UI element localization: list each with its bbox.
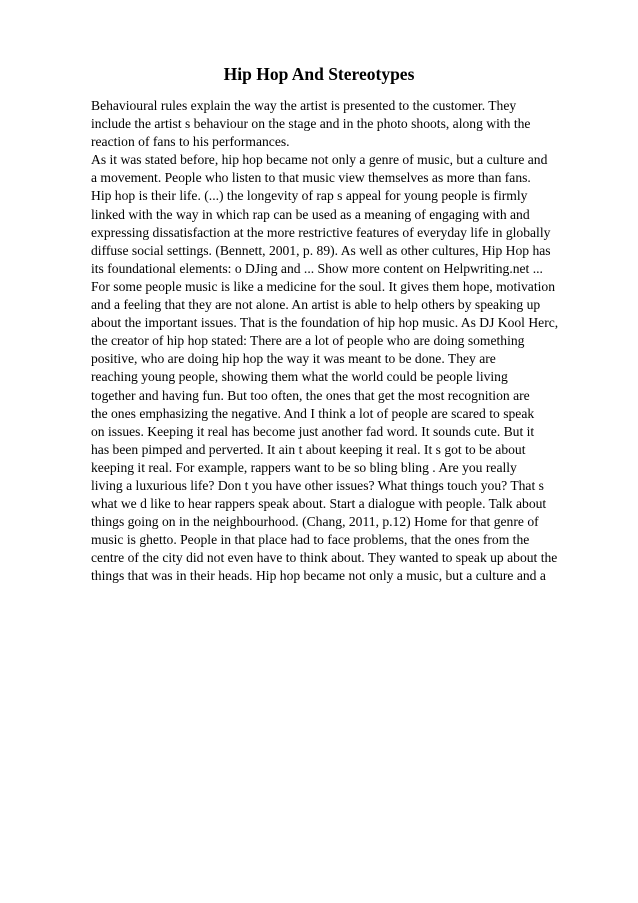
text-line: keeping it real. For example, rappers want to be so bling bling . Are you really: [91, 459, 517, 475]
text-line: the ones emphasizing the negative. And I think a lot of people are scared to speak: [91, 405, 535, 421]
text-line: music is ghetto. People in that place had to face problems, that the ones from the: [91, 532, 530, 548]
text-line: Hip hop is their life. (...) the longevity of rap s appeal for young people is firmly: [91, 188, 528, 204]
text-line: reaction of fans to his performances.: [91, 134, 290, 150]
text-line: its foundational elements: o DJing and ... Show more content on Helpwriting.net ...: [91, 260, 543, 276]
text-line: a movement. People who listen to that music view themselves as more than fans.: [91, 170, 531, 186]
text-line: living a luxurious life? Don t you have other issues? What things touch you? That s: [91, 477, 544, 493]
text-line: Behavioural rules explain the way the artist is presented to the customer. They: [91, 98, 517, 113]
text-line: diffuse social settings. (Bennett, 2001, p. 89). As well as other cultures, Hip Hop has: [91, 242, 551, 258]
text-line: reaching young people, showing them what the world could be people living: [91, 369, 508, 385]
text-line: positive, who are doing hip hop the way it was meant to be done. They are: [91, 351, 496, 367]
text-line: For some people music is like a medicine for the soul. It gives them hope, motivation: [91, 278, 555, 294]
text-line: expressing dissatisfaction at the more restrictive features of everyday life in globally: [91, 224, 551, 240]
text-line: about the important issues. That is the foundation of hip hop music. As DJ Kool Herc,: [91, 315, 559, 331]
text-line: and a feeling that they are not alone. An artist is able to help others by speaking up: [91, 297, 541, 313]
text-line: include the artist s behaviour on the stage and in the photo shoots, along with the: [91, 116, 531, 132]
text-line: on issues. Keeping it real has become just another fad word. It sounds cute. But it: [91, 423, 535, 439]
text-line: together and having fun. But too often, the ones that get the most recognition are: [91, 387, 530, 403]
text-line: the creator of hip hop stated: There are a lot of people who are doing something: [91, 333, 525, 349]
text-line: what we d like to hear rappers speak about. Start a dialogue with people. Talk about: [91, 496, 547, 512]
text-line: things that was in their heads. Hip hop became not only a music, but a culture and a: [91, 568, 546, 584]
page-title: Hip Hop And Stereotypes: [223, 64, 415, 84]
text-line: centre of the city did not even have to think about. They wanted to speak up about the: [91, 550, 558, 566]
body-text: [91, 97, 601, 586]
text-line: things going on in the neighbourhood. (Chang, 2011, p.12) Home for that genre of: [91, 514, 539, 530]
text-line: As it was stated before, hip hop became not only a genre of music, but a culture and: [91, 152, 548, 168]
text-line: linked with the way in which rap can be used as a meaning of engaging with and: [91, 206, 530, 222]
text-line: has been pimped and perverted. It ain t about keeping it real. It s got to be about: [91, 441, 526, 457]
